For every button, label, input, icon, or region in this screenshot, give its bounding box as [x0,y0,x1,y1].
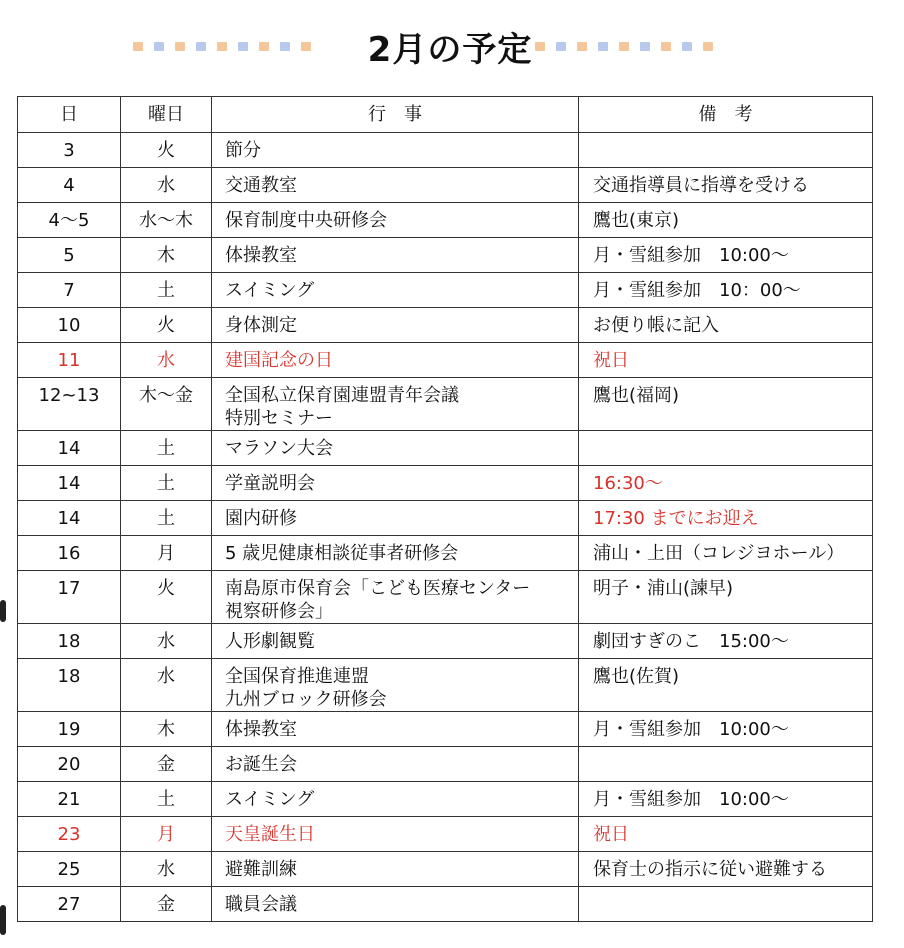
dow-cell: 木 [121,712,212,747]
decorative-dots-right [535,42,713,51]
header-dow: 曜日 [121,97,212,133]
table-row [18,536,873,571]
dot [175,42,185,51]
event-line-2: 九州ブロック研修会 [225,689,387,710]
event-cell [212,712,579,747]
event-line: 交通教室 [225,175,297,196]
table-row [18,501,873,536]
event-line: スイミング [225,280,315,301]
header-event: 行 事 [212,97,579,133]
note-cell [579,133,873,168]
table-row [18,747,873,782]
header-note: 備 考 [579,97,873,133]
note-cell: 月・雪組参加 10:00～ [579,782,873,817]
dot [217,42,227,51]
dot [154,42,164,51]
note-cell: 劇団すぎのこ 15:00～ [579,624,873,659]
day-cell: 10 [18,308,121,343]
event-line: 身体測定 [225,315,297,336]
event-cell [212,624,579,659]
day-cell: 7 [18,273,121,308]
note-cell: 月・雪組参加 10:00～ [579,238,873,273]
day-cell: 20 [18,747,121,782]
table-row [18,308,873,343]
event-line: 5 歳児健康相談従事者研修会 [225,543,459,564]
event-line: 職員会議 [225,894,297,915]
dot [238,42,248,51]
day-cell: 5 [18,238,121,273]
note-cell: 月・雪組参加 10:00～ [579,712,873,747]
day-cell: 17 [18,571,121,624]
event-cell [212,431,579,466]
dow-cell: 金 [121,747,212,782]
day-cell: 25 [18,852,121,887]
event-cell [212,852,579,887]
dot [133,42,143,51]
event-line: 園内研修 [225,508,297,529]
dot [259,42,269,51]
event-line-2: 視察研修会」 [225,601,333,622]
table-row [18,852,873,887]
event-cell [212,501,579,536]
note-cell: 祝日 [579,817,873,852]
table-row [18,782,873,817]
event-line-2: 特別セミナー [225,408,333,429]
event-line: 全国私立保育園連盟青年会議 [225,385,459,406]
day-cell: 12~13 [18,378,121,431]
dow-cell: 木～金 [121,378,212,431]
event-line: 学童説明会 [225,473,315,494]
table-row [18,168,873,203]
day-cell: 4～5 [18,203,121,238]
note-cell [579,887,873,922]
note-cell: 祝日 [579,343,873,378]
page-title: 2月の予定 [367,30,533,70]
event-cell [212,203,579,238]
event-cell [212,308,579,343]
event-cell [212,887,579,922]
table-row [18,571,873,624]
table-row [18,203,873,238]
event-line: 建国記念の日 [225,350,333,371]
note-cell: 交通指導員に指導を受ける [579,168,873,203]
edge-decoration [0,600,6,622]
schedule-body [18,133,873,922]
event-cell [212,466,579,501]
dow-cell: 火 [121,133,212,168]
event-cell [212,571,579,624]
day-cell: 14 [18,466,121,501]
table-row [18,343,873,378]
note-cell: 鷹也(東京) [579,203,873,238]
day-cell: 19 [18,712,121,747]
dow-cell: 土 [121,431,212,466]
table-row [18,712,873,747]
event-line: 体操教室 [225,719,297,740]
day-cell: 18 [18,659,121,712]
note-cell: 鷹也(佐賀) [579,659,873,712]
dot [301,42,311,51]
event-line: 避難訓練 [225,859,297,880]
day-cell: 16 [18,536,121,571]
note-cell: 16:30～ [579,466,873,501]
event-cell [212,659,579,712]
event-line: 体操教室 [225,245,297,266]
event-line: お誕生会 [225,754,297,775]
dot [661,42,671,51]
title-area [0,22,904,72]
dot [280,42,290,51]
event-cell [212,133,579,168]
note-cell [579,431,873,466]
dow-cell: 水 [121,343,212,378]
header-day: 日 [18,97,121,133]
table-row [18,887,873,922]
event-cell [212,378,579,431]
dow-cell: 火 [121,571,212,624]
table-row [18,273,873,308]
dow-cell: 水～木 [121,203,212,238]
note-cell: 明子・浦山(諫早) [579,571,873,624]
table-row [18,431,873,466]
dow-cell: 月 [121,817,212,852]
event-cell [212,168,579,203]
event-cell [212,273,579,308]
dot [598,42,608,51]
note-cell: 月・雪組参加 10：00～ [579,273,873,308]
event-cell [212,747,579,782]
dow-cell: 土 [121,273,212,308]
note-cell [579,747,873,782]
dot [556,42,566,51]
note-cell: 17:30 までにお迎え [579,501,873,536]
table-header-row [18,97,873,133]
table-row [18,133,873,168]
dot [535,42,545,51]
table-row [18,238,873,273]
event-cell [212,536,579,571]
dow-cell: 水 [121,168,212,203]
edge-decoration [0,905,6,935]
table-row [18,466,873,501]
dot [196,42,206,51]
note-cell: お便り帳に記入 [579,308,873,343]
day-cell: 14 [18,501,121,536]
table-row [18,817,873,852]
dow-cell: 月 [121,536,212,571]
schedule-table [17,96,873,922]
event-line: 南島原市保育会「こども医療センター [225,578,531,599]
event-cell [212,238,579,273]
day-cell: 14 [18,431,121,466]
dow-cell: 火 [121,308,212,343]
decorative-dots-left [133,42,311,51]
day-cell: 27 [18,887,121,922]
dow-cell: 土 [121,782,212,817]
table-row [18,378,873,431]
dot [703,42,713,51]
event-line: マラソン大会 [225,438,333,459]
dot [577,42,587,51]
dow-cell: 土 [121,466,212,501]
day-cell: 23 [18,817,121,852]
note-cell: 鷹也(福岡) [579,378,873,431]
dow-cell: 水 [121,852,212,887]
dow-cell: 木 [121,238,212,273]
dot [682,42,692,51]
event-line: 天皇誕生日 [225,824,315,845]
event-cell [212,782,579,817]
event-line: スイミング [225,789,315,810]
table-row [18,659,873,712]
event-line: 節分 [225,140,261,161]
dow-cell: 金 [121,887,212,922]
dot [640,42,650,51]
event-line: 人形劇観覧 [225,631,315,652]
dow-cell: 水 [121,659,212,712]
note-cell: 保育士の指示に従い避難する [579,852,873,887]
day-cell: 11 [18,343,121,378]
note-cell: 浦山・上田（コレジヨホール） [579,536,873,571]
day-cell: 18 [18,624,121,659]
event-cell [212,343,579,378]
day-cell: 21 [18,782,121,817]
day-cell: 4 [18,168,121,203]
table-row [18,624,873,659]
dow-cell: 水 [121,624,212,659]
day-cell: 3 [18,133,121,168]
event-line: 全国保育推進連盟 [225,666,369,687]
dot [619,42,629,51]
dow-cell: 土 [121,501,212,536]
event-line: 保育制度中央研修会 [225,210,387,231]
event-cell [212,817,579,852]
